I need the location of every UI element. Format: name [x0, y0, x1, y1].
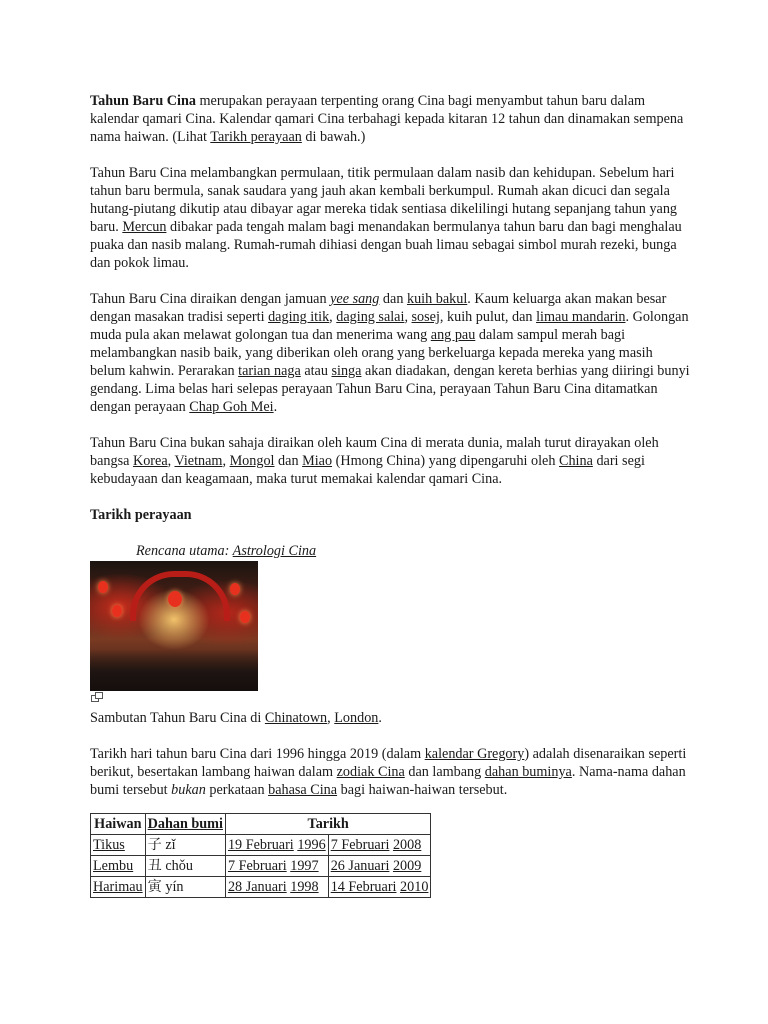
header-dahan-bumi[interactable]: Dahan bumi	[145, 814, 225, 835]
link-yee-sang[interactable]: yee sang	[330, 291, 380, 307]
link-tarikh-perayaan[interactable]: Tarikh perayaan	[210, 129, 302, 145]
paragraph-other-nations: Tahun Baru Cina bukan sahaja diraikan oleh kaum Cina di merata dunia, malah turut dirayakan oleh bangsa Korea, Vietnam, Mongol dan Miao (Hmong China) yang dipengaruhi oleh China dari segi kebudayaan dan keagamaan, maka turut memakai kalendar qamari Cina.	[90, 435, 659, 487]
bold-title: Tahun Baru Cina	[90, 93, 196, 109]
link-ang-pau[interactable]: ang pau	[430, 327, 476, 343]
branch-cell: 寅 yín	[145, 877, 225, 898]
dates-table	[90, 813, 431, 898]
section-heading: Tarikh perayaan	[90, 507, 192, 523]
header-tarikh: Tarikh	[225, 814, 430, 835]
link-vietnam[interactable]: Vietnam	[174, 453, 223, 469]
link-date[interactable]: 19 Februari	[227, 837, 294, 853]
paragraph-meaning: Tahun Baru Cina melambangkan permulaan, titik permulaan dalam nasib dan kehidupan. Sebelum hari tahun baru bermula, sanak saudara yang jauh akan kembali berkumpul. Rumah akan dicuci dan segala hutang-piutang dikutip atau dibayar agar mereka tidak sentiasa dikelilingi hutang sepanjang tahun yang baru. Mercun dibakar pada tengah malam bagi menandakan bermulanya tahun baru dan bagi menghalau puaka dan nasib malang. Rumah-rumah dihiasi dengan buah limau sebagai simbol murah rezeki, bunga dan pokok limau.	[90, 165, 682, 271]
link-kalendar-gregory[interactable]: kalendar Gregory	[424, 746, 525, 762]
link-date[interactable]: 26 Januari	[330, 858, 390, 874]
link-astrologi-cina[interactable]: Astrologi Cina	[232, 543, 317, 559]
photo-crowd	[90, 649, 258, 691]
link-tarian-naga[interactable]: tarian naga	[238, 363, 301, 379]
link-limau-mandarin[interactable]: limau mandarin	[536, 309, 626, 325]
paragraph-dates: Tarikh hari tahun baru Cina dari 1996 hingga 2019 (dalam kalendar Gregory) adalah disenaraikan seperti berikut, besertakan lambang haiwan dalam zodiak Cina dan lambang dahan buminya. Nama-nama dahan bumi tersebut bukan perkataan bahasa Cina bagi haiwan-haiwan tersebut.	[90, 746, 687, 798]
enlarge-icon[interactable]	[90, 691, 104, 703]
photo-caption: Sambutan Tahun Baru Cina di Chinatown, London.	[90, 710, 382, 726]
photo-lantern	[112, 605, 122, 617]
link-london[interactable]: London	[334, 710, 379, 726]
link-dahan-buminya[interactable]: dahan buminya	[484, 764, 572, 780]
link-year[interactable]: 1997	[290, 858, 319, 874]
article-body	[90, 92, 690, 898]
branch-cell: 子 zǐ	[145, 835, 225, 856]
link-chap-goh-mei[interactable]: Chap Goh Mei	[189, 399, 274, 415]
link-chinatown[interactable]: Chinatown	[264, 710, 328, 726]
header-haiwan: Haiwan	[91, 814, 146, 835]
link-miao[interactable]: Miao	[302, 453, 333, 469]
table-row	[91, 835, 431, 856]
link-animal[interactable]: Lembu	[93, 858, 134, 874]
link-animal[interactable]: Tikus	[93, 837, 125, 853]
link-singa[interactable]: singa	[331, 363, 362, 379]
photo-lantern	[240, 611, 250, 623]
link-sosej[interactable]: sosej	[411, 309, 440, 325]
link-mercun[interactable]: Mercun	[122, 219, 167, 235]
link-korea[interactable]: Korea	[132, 453, 168, 469]
link-date[interactable]: 7 Februari	[227, 858, 287, 874]
link-animal[interactable]: Harimau	[93, 879, 143, 895]
link-year[interactable]: 1996	[297, 837, 326, 853]
branch-cell: 丑 chǒu	[145, 856, 225, 877]
link-daging-salai[interactable]: daging salai	[336, 309, 405, 325]
link-kuih-bakul[interactable]: kuih bakul	[406, 291, 468, 307]
link-year[interactable]: 2008	[392, 837, 422, 853]
link-china[interactable]: China	[559, 453, 593, 469]
link-mongol[interactable]: Mongol	[229, 453, 275, 469]
link-bahasa-cina[interactable]: bahasa Cina	[268, 782, 338, 798]
photo-lantern	[168, 591, 182, 607]
link-date[interactable]: 7 Februari	[330, 837, 390, 853]
link-date[interactable]: 14 Februari	[330, 879, 397, 895]
link-year[interactable]: 2009	[392, 858, 422, 874]
table-header-row	[91, 814, 431, 835]
main-article-note: Rencana utama: Astrologi Cina	[136, 543, 317, 559]
link-year[interactable]: 2010	[400, 879, 429, 895]
chinatown-photo[interactable]	[90, 561, 258, 691]
table-row	[91, 856, 431, 877]
table-row	[91, 877, 431, 898]
link-daging-itik[interactable]: daging itik	[268, 309, 330, 325]
photo-lantern	[98, 581, 108, 593]
paragraph-intro: Tahun Baru Cina merupakan perayaan terpenting orang Cina bagi menyambut tahun baru dalam kalendar qamari Cina. Kalendar qamari Cina terbahagi kepada kitaran 12 tahun dan dinamakan sempena nama haiwan. (Lihat Tarikh perayaan di bawah.)	[90, 93, 684, 145]
link-year[interactable]: 1998	[290, 879, 319, 895]
photo-lantern	[230, 583, 240, 595]
link-zodiak-cina[interactable]: zodiak Cina	[336, 764, 405, 780]
paragraph-celebration: Tahun Baru Cina diraikan dengan jamuan yee sang dan kuih bakul. Kaum keluarga akan makan besar dengan masakan tradisi seperti daging itik, daging salai, sosej, kuih pulut, dan limau mandarin. Golongan muda pula akan melawat golongan tua dan menerima wang ang pau dalam sampul merah bagi melambangkan nasib baik, yang diberikan oleh orang yang berkeluarga kepada mereka yang masih belum kahwin. Perarakan tarian naga atau singa akan diadakan, dengan kereta berhias yang diiringi bunyi gendang. Lima belas hari selepas perayaan Tahun Baru Cina, perayaan Tahun Baru Cina ditamatkan dengan perayaan Chap Goh Mei.	[90, 291, 690, 415]
link-date[interactable]: 28 Januari	[227, 879, 287, 895]
